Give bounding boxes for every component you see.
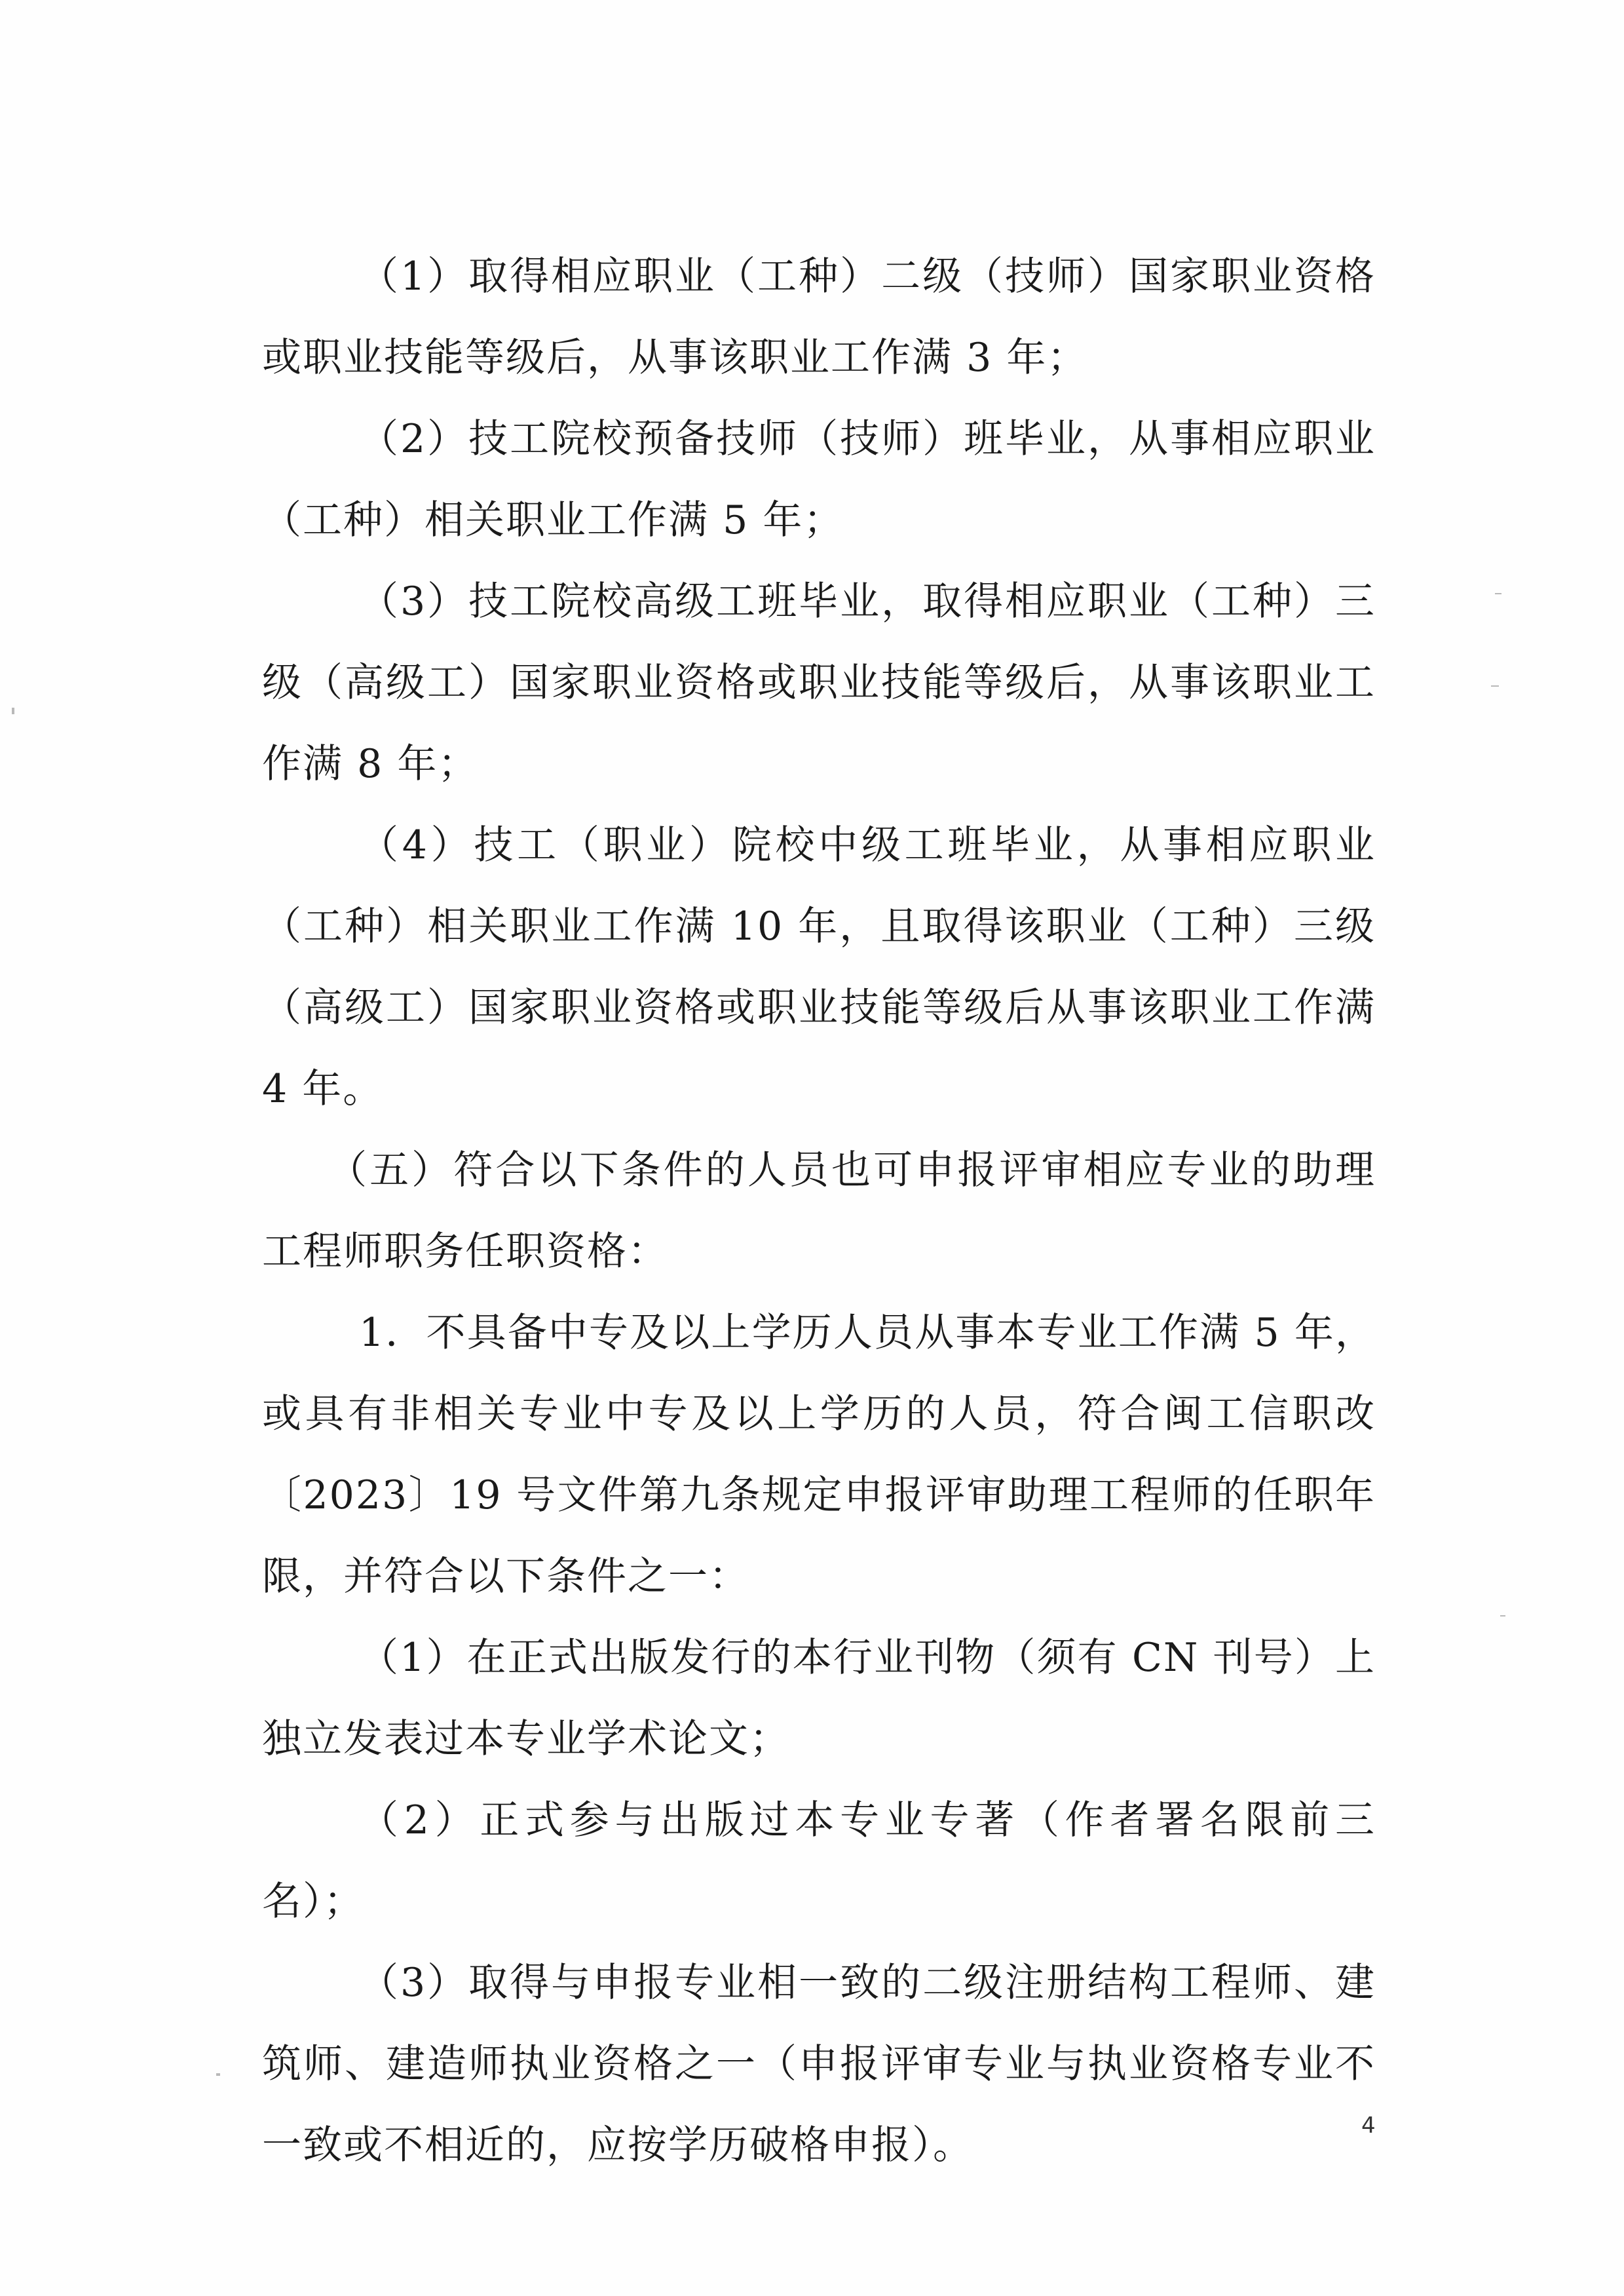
scan-speck (216, 2073, 220, 2076)
paragraph-condition-2: （2）正式参与出版过本专业专著（作者署名限前三名）； (262, 1797, 1376, 1924)
paragraph-clause-1: 1．不具备中专及以上学历人员从事本专业工作满 5 年，或具有非相关专业中专及以上学历的人员，符合闽工信职改〔2023〕19 号文件第九条规定申报评审助理工程师的任职年限，并符合以下条件之一： (262, 1310, 1376, 1599)
paragraph-condition-3: （3）取得与申报专业相一致的二级注册结构工程师、建筑师、建造师执业资格之一（申报评审专业与执业资格专业不一致或不相近的，应按学历破格申报）。 (262, 1960, 1376, 2168)
scan-speck (12, 708, 14, 714)
scan-speck (1500, 1615, 1505, 1617)
paragraph-item-1: （1）取得相应职业（工种）二级（技师）国家职业资格或职业技能等级后，从事该职业工作满 3 年； (262, 254, 1376, 381)
paragraph-item-2: （2）技工院校预备技师（技师）班毕业，从事相应职业（工种）相关职业工作满 5 年； (262, 416, 1376, 543)
document-body (262, 236, 1376, 2186)
paragraph-section-5: （五）符合以下条件的人员也可申报评审相应专业的助理工程师职务任职资格： (262, 1147, 1376, 1274)
page-number: 4 (1361, 2113, 1376, 2139)
paragraph-item-3: （3）技工院校高级工班毕业，取得相应职业（工种）三级（高级工）国家职业资格或职业技能等级后，从事该职业工作满 8 年； (262, 579, 1376, 787)
scan-speck (1495, 593, 1501, 594)
paragraph-item-4: （4）技工（职业）院校中级工班毕业，从事相应职业（工种）相关职业工作满 10 年，且取得该职业（工种）三级（高级工）国家职业资格或职业技能等级后从事该职业工作满 4 年。 (262, 822, 1376, 1112)
paragraph-condition-1: （1）在正式出版发行的本行业刊物（须有 CN 刊号）上独立发表过本专业学术论文； (262, 1635, 1376, 1762)
scan-speck (1491, 685, 1499, 687)
